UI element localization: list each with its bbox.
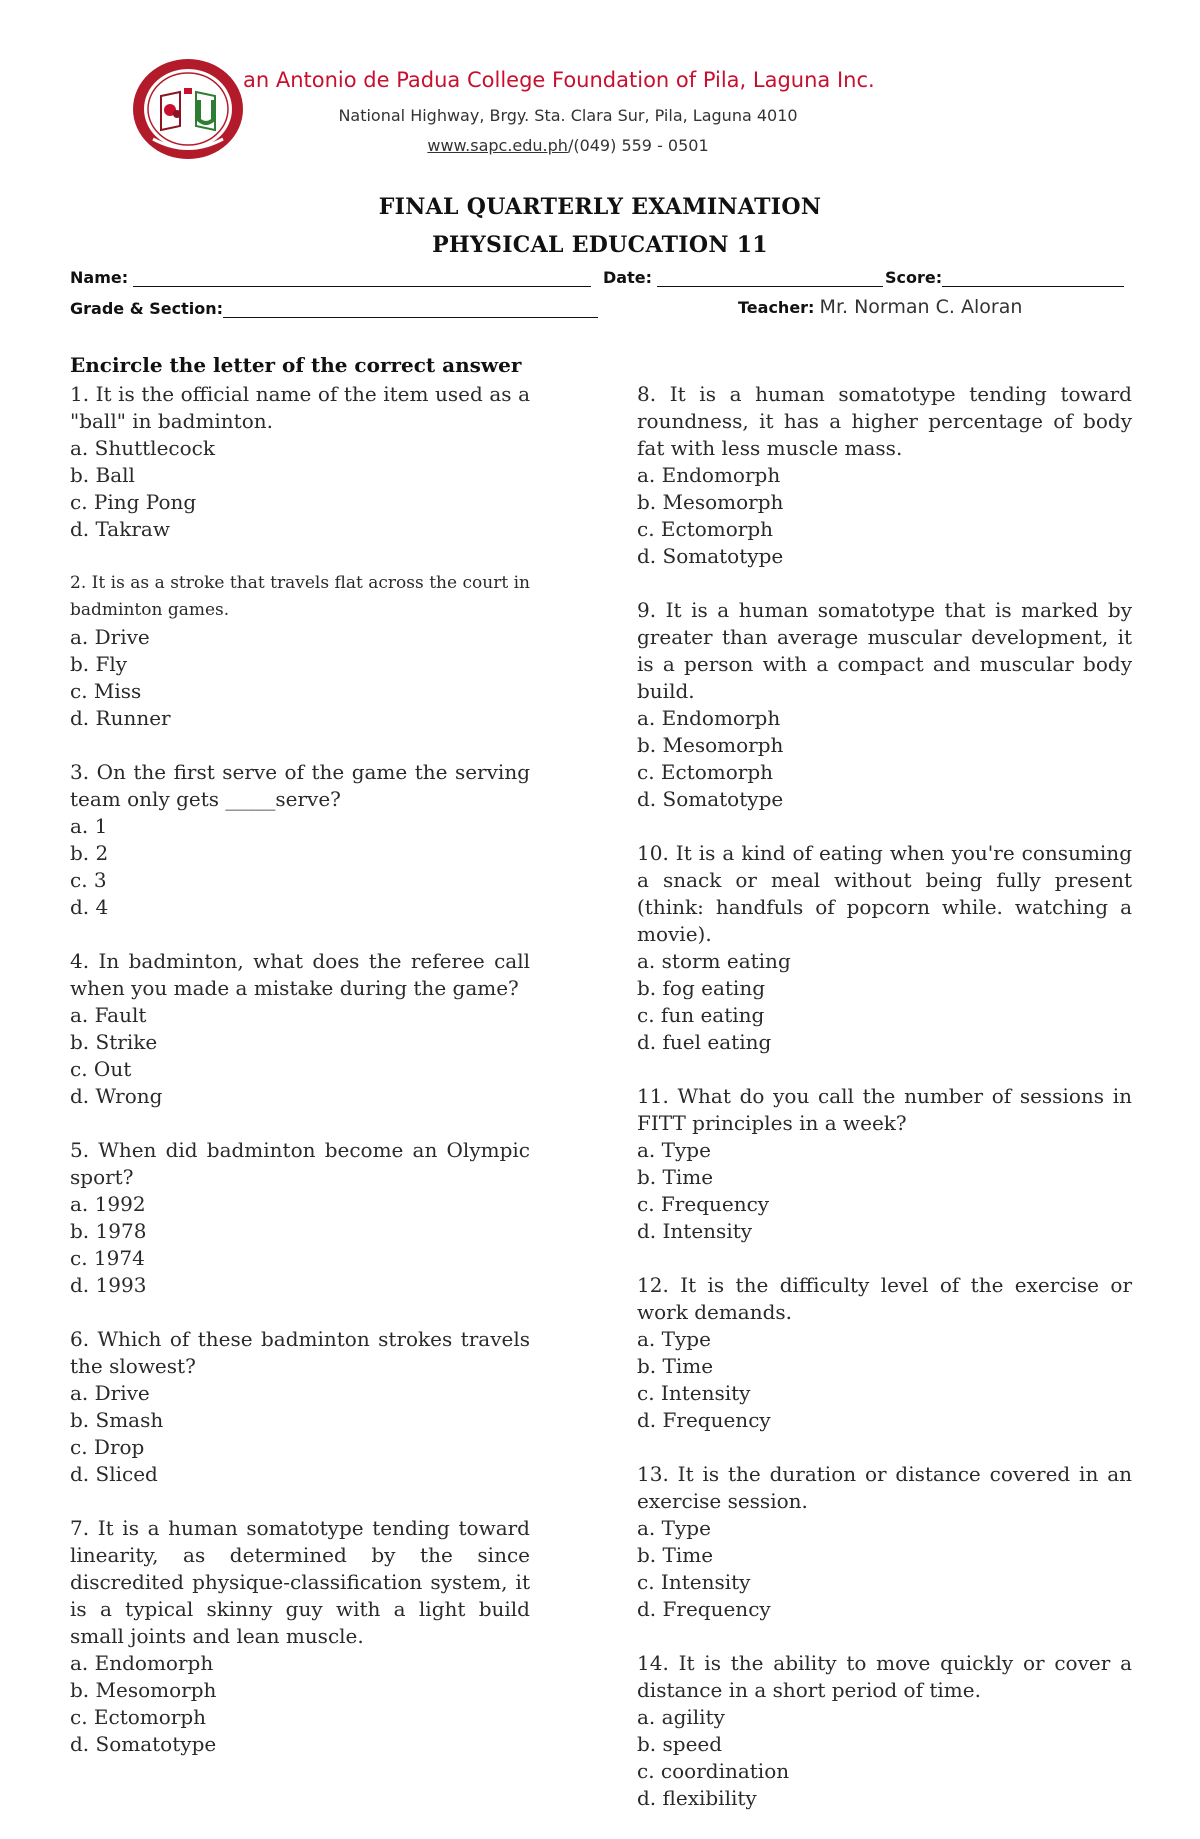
answer-option[interactable]: b. Time xyxy=(637,1165,714,1189)
instructions: Encircle the letter of the correct answer xyxy=(70,353,522,377)
grade-section-blank[interactable] xyxy=(223,301,598,318)
answer-option[interactable]: a. Drive xyxy=(70,1381,150,1405)
answer-option[interactable]: a. storm eating xyxy=(637,949,791,973)
name-blank[interactable] xyxy=(133,270,591,287)
question-stem: 4. In badminton, what does the referee call when you made a mistake during the game? xyxy=(70,949,530,1000)
answer-option[interactable]: a. Endomorph xyxy=(70,1651,214,1675)
answer-option[interactable]: d. Somatotype xyxy=(637,787,784,811)
answer-option[interactable]: b. Mesomorph xyxy=(637,490,784,514)
question-stem: 13. It is the duration or distance covered in an exercise session. xyxy=(637,1462,1132,1513)
answer-option[interactable]: d. 1993 xyxy=(70,1273,147,1297)
question-stem: 3. On the first serve of the game the serving team only gets _____serve? xyxy=(70,760,530,811)
answer-option[interactable]: a. Endomorph xyxy=(637,463,781,487)
grade-section-field[interactable] xyxy=(70,299,598,318)
question-item xyxy=(70,948,530,1110)
answer-option[interactable]: d. Somatotype xyxy=(637,544,784,568)
teacher-name: Mr. Norman C. Aloran xyxy=(819,296,1023,318)
question-item xyxy=(70,1137,530,1299)
question-stem: 9. It is a human somatotype that is marked by greater than average muscular development, it is a person with a compact and muscular body build. xyxy=(637,598,1132,703)
answer-option[interactable]: d. flexibility xyxy=(637,1786,757,1810)
question-item xyxy=(637,597,1132,813)
question-item xyxy=(637,1083,1132,1245)
question-stem: 14. It is the ability to move quickly or cover a distance in a short period of time. xyxy=(637,1651,1132,1702)
answer-option[interactable]: b. Ball xyxy=(70,463,135,487)
name-field[interactable] xyxy=(70,268,591,287)
answer-option[interactable]: c. coordination xyxy=(637,1759,790,1783)
answer-option[interactable]: d. 4 xyxy=(70,895,109,919)
answer-option[interactable]: c. Drop xyxy=(70,1435,145,1459)
question-item xyxy=(637,840,1132,1056)
teacher-field xyxy=(738,296,1022,318)
school-header xyxy=(128,54,1008,164)
question-stem: 5. When did badminton become an Olympic sport? xyxy=(70,1138,530,1189)
exam-title: FINAL QUARTERLY EXAMINATION xyxy=(378,194,822,220)
answer-option[interactable]: b. 1978 xyxy=(70,1219,147,1243)
question-item xyxy=(637,1272,1132,1434)
question-stem: 7. It is a human somatotype tending toward linearity, as determined by the since discredited physique-classification system, it is a typical skinny guy with a light build small joints and lean muscle. xyxy=(70,1516,530,1648)
question-stem: 8. It is a human somatotype tending toward roundness, it has a higher percentage of body fat with less muscle mass. xyxy=(637,382,1132,460)
answer-option[interactable]: c. Ping Pong xyxy=(70,490,197,514)
answer-option[interactable]: a. Endomorph xyxy=(637,706,781,730)
answer-option[interactable]: a. Drive xyxy=(70,625,150,649)
score-label: Score: xyxy=(885,268,943,287)
answer-option[interactable]: a. Type xyxy=(637,1516,711,1540)
answer-option[interactable]: b. Fly xyxy=(70,652,128,676)
question-stem: 6. Which of these badminton strokes travels the slowest? xyxy=(70,1327,530,1378)
website-link[interactable]: www.sapc.edu.ph xyxy=(427,136,568,155)
answer-option[interactable]: d. Somatotype xyxy=(70,1732,217,1756)
answer-option[interactable]: d. Takraw xyxy=(70,517,170,541)
questions-left-column xyxy=(70,381,530,1785)
date-label: Date: xyxy=(603,268,652,287)
answer-option[interactable]: a. Type xyxy=(637,1327,711,1351)
question-stem: 11. What do you call the number of sessions in FITT principles in a week? xyxy=(637,1084,1132,1135)
question-item xyxy=(70,759,530,921)
answer-option[interactable]: b. fog eating xyxy=(637,976,765,1000)
score-blank[interactable] xyxy=(942,270,1124,287)
question-item xyxy=(70,1326,530,1488)
answer-option[interactable]: b. speed xyxy=(637,1732,723,1756)
answer-option[interactable]: c. Intensity xyxy=(637,1381,751,1405)
answer-option[interactable]: a. 1 xyxy=(70,814,108,838)
answer-option[interactable]: d. Wrong xyxy=(70,1084,163,1108)
answer-option[interactable]: a. 1992 xyxy=(70,1192,146,1216)
school-address: National Highway, Brgy. Sta. Clara Sur, Pila, Laguna 4010 xyxy=(338,106,798,125)
answer-option[interactable]: b. Mesomorph xyxy=(637,733,784,757)
answer-option[interactable]: b. Mesomorph xyxy=(70,1678,217,1702)
date-field[interactable] xyxy=(603,268,883,287)
answer-option[interactable]: b. Smash xyxy=(70,1408,164,1432)
question-item xyxy=(70,570,530,732)
date-blank[interactable] xyxy=(657,270,883,287)
answer-option[interactable]: c. Intensity xyxy=(637,1570,751,1594)
question-item xyxy=(70,1515,530,1758)
answer-option[interactable]: a. agility xyxy=(637,1705,725,1729)
answer-option[interactable]: d. Frequency xyxy=(637,1597,771,1621)
answer-option[interactable]: a. Fault xyxy=(70,1003,147,1027)
answer-option[interactable]: d. Sliced xyxy=(70,1462,158,1486)
answer-option[interactable]: b. 2 xyxy=(70,841,109,865)
teacher-label: Teacher: xyxy=(738,298,815,317)
question-item xyxy=(70,381,530,543)
exam-subject: PHYSICAL EDUCATION 11 xyxy=(432,232,768,258)
answer-option[interactable]: c. Ectomorph xyxy=(637,760,774,784)
answer-option[interactable]: d. Intensity xyxy=(637,1219,753,1243)
answer-option[interactable]: c. 3 xyxy=(70,868,107,892)
answer-option[interactable]: d. Frequency xyxy=(637,1408,771,1432)
question-stem: 1. It is the official name of the item used as a "ball" in badminton. xyxy=(70,382,530,433)
school-name: an Antonio de Padua College Foundation of Pila, Laguna Inc. xyxy=(243,68,875,92)
answer-option[interactable]: b. Strike xyxy=(70,1030,158,1054)
answer-option[interactable]: b. Time xyxy=(637,1354,714,1378)
answer-option[interactable]: a. Shuttlecock xyxy=(70,436,215,460)
question-item xyxy=(637,381,1132,570)
question-item xyxy=(637,1461,1132,1623)
answer-option[interactable]: a. Type xyxy=(637,1138,711,1162)
question-stem: 12. It is the difficulty level of the exercise or work demands. xyxy=(637,1273,1132,1324)
question-stem: 10. It is a kind of eating when you're consuming a snack or meal without being fully present (think: handfuls of popcorn while. watching a movie). xyxy=(637,841,1132,946)
answer-option[interactable]: d. fuel eating xyxy=(637,1030,772,1054)
answer-option[interactable]: c. Frequency xyxy=(637,1192,770,1216)
answer-option[interactable]: c. Ectomorph xyxy=(637,517,774,541)
score-field[interactable] xyxy=(885,268,1124,287)
name-label: Name: xyxy=(70,268,129,287)
question-stem: 2. It is as a stroke that travels flat across the court in badminton games. xyxy=(70,573,530,620)
grade-section-label: Grade & Section: xyxy=(70,299,223,318)
phone-number: /(049) 559 - 0501 xyxy=(567,136,709,155)
answer-option[interactable]: c. fun eating xyxy=(637,1003,765,1027)
answer-option[interactable]: d. Runner xyxy=(70,706,171,730)
answer-option[interactable]: c. Ectomorph xyxy=(70,1705,207,1729)
question-item xyxy=(637,1650,1132,1812)
school-contact xyxy=(128,136,1008,155)
answer-option[interactable]: b. Time xyxy=(637,1543,714,1567)
answer-option[interactable]: c. 1974 xyxy=(70,1246,145,1270)
answer-option[interactable]: c. Miss xyxy=(70,679,142,703)
answer-option[interactable]: c. Out xyxy=(70,1057,132,1081)
questions-right-column xyxy=(637,381,1132,1839)
